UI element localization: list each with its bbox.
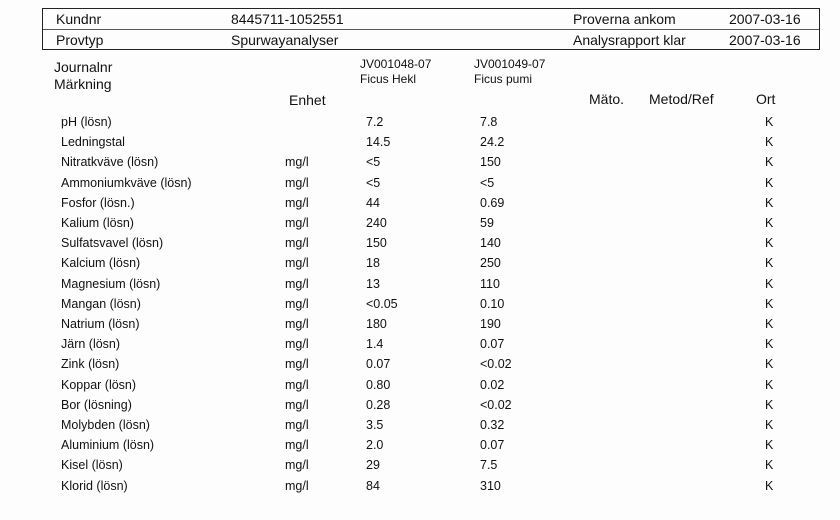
unit-cell: mg/l: [285, 175, 309, 190]
sample2-value: 110: [480, 276, 500, 291]
provtyp-value: Spurwayanalyser: [231, 32, 339, 48]
analyte-name: Kalcium (lösn): [61, 256, 141, 271]
analyte-name: Klorid (lösn): [61, 478, 128, 493]
klar-label: Analysrapport klar: [573, 32, 686, 48]
sample2-value: 0.02: [480, 377, 505, 392]
sample2-name: Ficus pumi: [474, 72, 533, 86]
ort-cell: K: [765, 276, 774, 291]
analyte-name: Kalium (lösn): [61, 216, 134, 230]
sample2-id: JV001049-07: [474, 57, 546, 71]
report-header-box: [42, 8, 820, 50]
sample2-value: <5: [480, 175, 495, 190]
sample2-value: 0.07: [480, 438, 505, 453]
analyte-name: Järn (lösn): [61, 337, 121, 352]
unit-cell: mg/l: [285, 317, 309, 331]
analyte-name: Kisel (lösn): [61, 458, 123, 473]
ort-cell: K: [765, 135, 774, 150]
table-row: [0, 115, 840, 135]
sample2-value: 7.8: [480, 115, 498, 129]
unit-cell: mg/l: [285, 155, 309, 170]
table-row: [0, 135, 840, 155]
table-row: [0, 256, 840, 276]
ort-cell: K: [765, 296, 774, 311]
analyte-name: Molybden (lösn): [61, 418, 150, 432]
ort-cell: K: [765, 155, 774, 170]
unit-cell: mg/l: [285, 276, 309, 291]
sample1-value: 44: [366, 195, 380, 210]
ort-cell: K: [765, 216, 774, 230]
ort-cell: K: [765, 478, 774, 493]
sample1-value: 0.80: [366, 377, 391, 392]
analyte-name: Ammoniumkväve (lösn): [61, 175, 192, 190]
sample1-value: 0.07: [366, 357, 391, 372]
ort-cell: K: [765, 357, 774, 372]
analyte-name: pH (lösn): [61, 115, 112, 129]
sample2-value: <0.02: [480, 397, 512, 412]
sample1-value: 3.5: [366, 418, 384, 432]
analyte-name: Fosfor (lösn.): [61, 195, 135, 210]
sample1-value: 13: [366, 276, 380, 291]
sample2-value: 310: [480, 478, 501, 493]
sample1-value: 2.0: [366, 438, 384, 453]
table-row: [0, 196, 840, 216]
enhet-label: Enhet: [289, 92, 326, 108]
sample2-value: 0.69: [480, 195, 505, 210]
unit-cell: mg/l: [285, 256, 309, 271]
analyte-name: Zink (lösn): [61, 357, 120, 372]
analyte-name: Bor (lösning): [61, 397, 132, 412]
sample2-value: 250: [480, 256, 501, 271]
analyte-name: Ledningstal: [61, 135, 125, 150]
sample1-value: 1.4: [366, 337, 384, 352]
table-row: [0, 236, 840, 256]
header-divider: [43, 29, 819, 30]
markning-label: Märkning: [54, 76, 112, 92]
unit-cell: mg/l: [285, 357, 309, 372]
unit-cell: mg/l: [285, 478, 309, 493]
sample1-value: 240: [366, 216, 387, 230]
metod-ref-label: Metod/Ref: [649, 91, 714, 107]
analyte-name: Nitratkväve (lösn): [61, 155, 159, 170]
ort-cell: K: [765, 175, 774, 190]
table-row: [0, 317, 840, 337]
unit-cell: mg/l: [285, 337, 309, 352]
sample1-value: <0.05: [366, 296, 398, 311]
table-row: [0, 155, 840, 175]
table-row: [0, 378, 840, 398]
sample1-value: 84: [366, 478, 380, 493]
table-row: [0, 479, 840, 499]
ort-cell: K: [765, 195, 774, 210]
sample2-value: 190: [480, 317, 501, 331]
ort-cell: K: [765, 115, 774, 129]
analyte-name: Mangan (lösn): [61, 296, 141, 311]
table-row: [0, 297, 840, 317]
ort-cell: K: [765, 418, 774, 432]
ort-label: Ort: [756, 91, 776, 107]
sample2-value: 24.2: [480, 135, 505, 150]
sample2-value: 0.32: [480, 418, 505, 432]
sample1-value: <5: [366, 155, 381, 170]
sample2-value: <0.02: [480, 357, 512, 372]
table-row: [0, 357, 840, 377]
table-row: [0, 418, 840, 438]
unit-cell: mg/l: [285, 236, 309, 251]
table-row: [0, 337, 840, 357]
sample1-value: 18: [366, 256, 380, 271]
table-row: [0, 277, 840, 297]
journalnr-label: Journalnr: [54, 59, 113, 75]
analyte-name: Aluminium (lösn): [61, 438, 155, 453]
sample1-value: 150: [366, 236, 387, 251]
sample2-value: 150: [480, 155, 501, 170]
ort-cell: K: [765, 458, 774, 473]
table-row: [0, 398, 840, 418]
unit-cell: mg/l: [285, 216, 309, 230]
ort-cell: K: [765, 438, 774, 453]
ort-cell: K: [765, 397, 774, 412]
table-row: [0, 438, 840, 458]
unit-cell: mg/l: [285, 418, 309, 432]
table-row: [0, 458, 840, 478]
analyte-name: Koppar (lösn): [61, 377, 137, 392]
sample1-value: 180: [366, 317, 387, 331]
analyte-name: Magnesium (lösn): [61, 276, 161, 291]
kundnr-label: Kundnr: [56, 11, 102, 27]
sample1-value: 0.28: [366, 397, 391, 412]
provtyp-label: Provtyp: [56, 32, 104, 48]
mato-label: Mäto.: [589, 91, 625, 107]
kundnr-value: 8445711-1052551: [231, 11, 344, 27]
unit-cell: mg/l: [285, 458, 309, 473]
ort-cell: K: [765, 337, 774, 352]
sample2-value: 0.07: [480, 337, 505, 352]
analyte-name: Sulfatsvavel (lösn): [61, 236, 164, 251]
unit-cell: mg/l: [285, 377, 309, 392]
unit-cell: mg/l: [285, 195, 309, 210]
sample1-value: <5: [366, 175, 381, 190]
sample2-value: 7.5: [480, 458, 498, 473]
sample1-name: Ficus Hekl: [360, 72, 417, 86]
sample2-value: 0.10: [480, 296, 505, 311]
unit-cell: mg/l: [285, 296, 309, 311]
unit-cell: mg/l: [285, 397, 309, 412]
ort-cell: K: [765, 236, 774, 251]
analyte-name: Natrium (lösn): [61, 317, 140, 331]
table-row: [0, 176, 840, 196]
sample1-id: JV001048-07: [360, 57, 432, 71]
ankom-value: 2007-03-16: [729, 11, 801, 27]
sample1-value: 7.2: [366, 115, 384, 129]
ankom-label: Proverna ankom: [573, 11, 676, 27]
sample2-value: 140: [480, 236, 501, 251]
ort-cell: K: [765, 377, 774, 392]
ort-cell: K: [765, 256, 774, 271]
ort-cell: K: [765, 317, 774, 331]
sample1-value: 14.5: [366, 135, 391, 150]
sample2-value: 59: [480, 216, 494, 230]
klar-value: 2007-03-16: [729, 32, 801, 48]
unit-cell: mg/l: [285, 438, 309, 453]
table-row: [0, 216, 840, 236]
sample1-value: 29: [366, 458, 380, 473]
